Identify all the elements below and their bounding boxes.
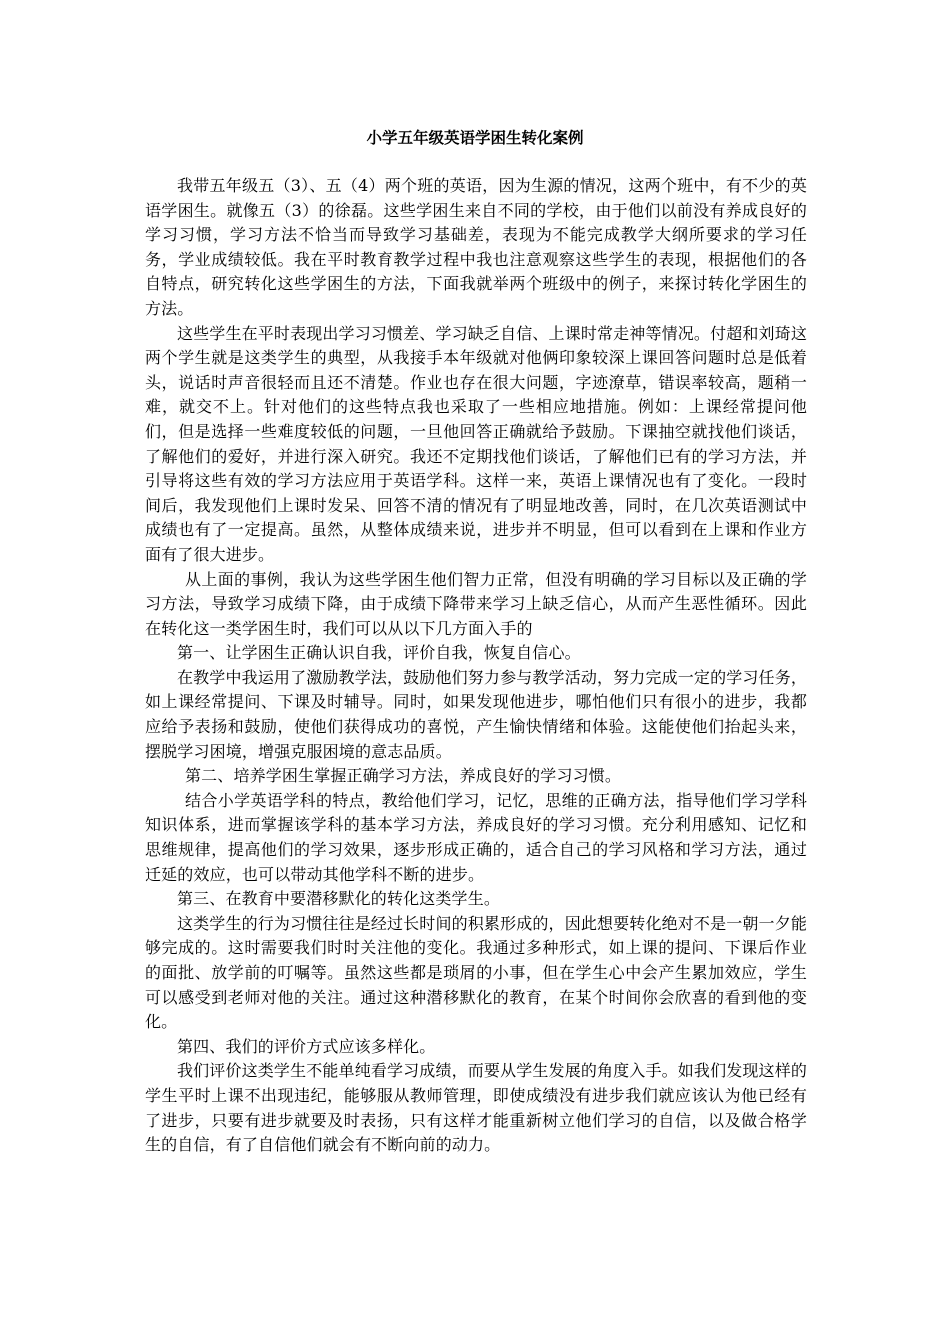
paragraph-case-description: 这些学生在平时表现出学习习惯差、学习缺乏自信、上课时常走神等情况。付超和刘琦这两个学生就是这类学生的典型，从我接手本年级就对他俩印象较深上课回答问题时总是低着头，说话时声音很轻而且还不清楚。作业也存在很大问题，字迹潦草，错误率较高，题稍一难，就交不上。针对他们的这些特点我也采取了一些相应地措施。例如：上课经常提问他们，但是选择一些难度较低的问题，一旦他回答正确就给予鼓励。下课抽空就找他们谈话，了解他们的爱好，并进行深入研究。我还不定期找他们谈话，了解他们已有的学习方法，并引导将这些有效的学习方法应用于英语学科。这样一来，英语上课情况也有了变化。一段时间后，我发现他们上课时发呆、回答不清的情况有了明显地改善，同时，在几次英语测试中成绩也有了一定提高。虽然，从整体成绩来说，进步并不明显，但可以看到在上课和作业方面有了很大进步。 bbox=[145, 323, 807, 564]
document-body bbox=[145, 174, 807, 1158]
paragraph-section-2: 结合小学英语学科的特点，教给他们学习，记忆，思维的正确方法，指导他们学习学科知识体系，进而掌握该学科的基本学习方法，养成良好的学习习惯。充分利用感知、记忆和思维规律，提高他们的学习效果，逐步形成正确的，适合自己的学习风格和学习方法，通过迁延的效应，也可以带动其他学科不断的进步。 bbox=[145, 790, 807, 884]
section-heading-1: 第一、让学困生正确认识自我，评价自我，恢复自信心。 bbox=[177, 643, 581, 663]
paragraph-section-4: 我们评价这类学生不能单纯看学习成绩，而要从学生发展的角度入手。如我们发现这样的学生平时上课不出现违纪，能够服从教师管理，即使成绩没有进步我们就应该认为他已经有了进步，只要有进步就要及时表扬，只有这样才能重新树立他们学习的自信，以及做合格学生的自信，有了自信他们就会有不断向前的动力。 bbox=[145, 1061, 807, 1155]
section-heading-3: 第三、在教育中要潜移默化的转化这类学生。 bbox=[177, 889, 501, 909]
section-heading-2: 第二、培养学困生掌握正确学习方法，养成良好的学习习惯。 bbox=[185, 766, 622, 786]
paragraph-intro: 我带五年级五（3）、五（4）两个班的英语，因为生源的情况，这两个班中，有不少的英语学困生。就像五（3）的徐磊。这些学困生来自不同的学校，由于他们以前没有养成良好的学习习惯，学习方法不恰当而导致学习基础差，表现为不能完成教学大纲所要求的学习任务，学业成绩较低。我在平时教育教学过程中我也注意观察这些学生的表现，根据他们的各自特点，研究转化这些学困生的方法，下面我就举两个班级中的例子，来探讨转化学困生的方法。 bbox=[145, 176, 807, 318]
document-title: 小学五年级英语学困生转化案例 bbox=[366, 129, 584, 147]
paragraph-analysis: 从上面的事例，我认为这些学困生他们智力正常，但没有明确的学习目标以及正确的学习方法，导致学习成绩下降，由于成绩下降带来学习上缺乏信心，从而产生恶性循环。因此在转化这一类学困生时，我们可以从以下几方面入手的 bbox=[145, 569, 807, 638]
section-heading-4: 第四、我们的评价方式应该多样化。 bbox=[177, 1036, 436, 1056]
paragraph-section-1: 在教学中我运用了激励教学法，鼓励他们努力参与教学活动，努力完成一定的学习任务，如上课经常提问、下课及时辅导。同时，如果发现他进步，哪怕他们只有很小的进步，我都应给予表扬和鼓励，使他们获得成功的喜悦，产生愉快情绪和体验。这能使他们抬起头来，摆脱学习困境，增强克服困境的意志品质。 bbox=[145, 667, 807, 761]
paragraph-section-3: 这类学生的行为习惯往往是经过长时间的积累形成的，因此想要转化绝对不是一朝一夕能够完成的。这时需要我们时时关注他的变化。我通过多种形式，如上课的提问、下课后作业的面批、放学前的叮嘱等。虽然这些都是琐屑的小事，但在学生心中会产生累加效应，学生可以感受到老师对他的关注。通过这种潜移默化的教育，在某个时间你会欣喜的看到他的变化。 bbox=[145, 913, 807, 1032]
